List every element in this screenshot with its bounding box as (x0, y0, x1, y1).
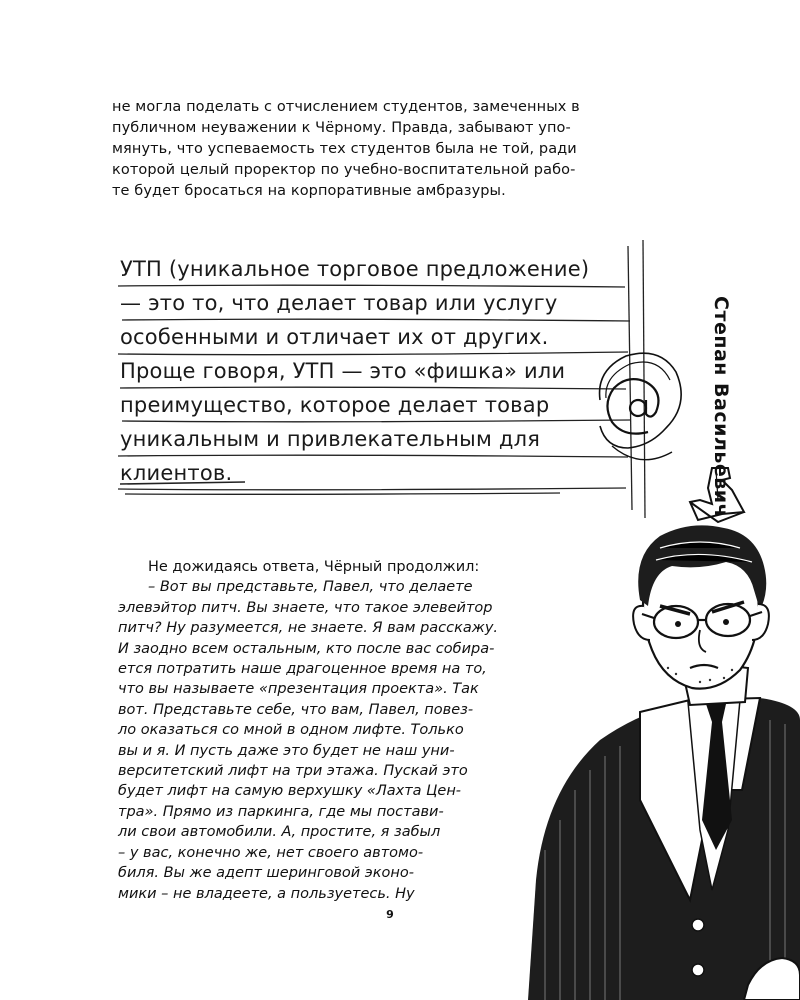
dialog-line: ли свои автомобили. А, простите, я забыл (118, 824, 441, 841)
note-line: — это то, что делает товар или услугу (120, 291, 558, 315)
note-line: клиентов. (120, 461, 233, 485)
dialog-line: ется потратить наше драгоценное время на то, (118, 661, 487, 678)
note-line: преимущество, которое делает товар (120, 393, 550, 417)
dialog-line: верситетский лифт на три этажа. Пускай это (118, 763, 468, 780)
dialog-intro: Не дожидаясь ответа, Чёрный продолжил: (148, 559, 480, 575)
dialog-line: вы и я. И пусть даже это будет не наш уни- (118, 742, 455, 759)
note-line: особенными и отличает их от других. (120, 325, 549, 349)
dialog-line: вот. Представьте себе, что вам, Павел, повез- (118, 701, 474, 718)
note-line: УТП (уникальное торговое предложение) (120, 257, 590, 281)
dialog-text (118, 557, 582, 904)
text-line: публичном неуважении к Чёрному. Правда, забывают упо- (112, 120, 571, 136)
dialog-line: – у вас, конечно же, нет своего автомо- (118, 844, 424, 861)
text-line: те будет бросаться на корпоративные амбразуры. (112, 183, 506, 199)
dialog-line: И заодно всем остальным, кто после вас собира- (118, 640, 495, 657)
page-number: 9 (386, 908, 394, 921)
dialog-line: что вы называете «презентация проекта». Так (118, 681, 479, 698)
dialog-line: тра». Прямо из паркинга, где мы постави- (118, 803, 444, 820)
text-line: мянуть, что успеваемость тех студентов была не той, ради (112, 141, 577, 157)
note-line: уникальным и привлекательным для (120, 427, 541, 451)
text-line: которой целый проректор по учебно-воспитательной рабо- (112, 162, 576, 178)
dialog-line: мики – не владеете, а пользуетесь. Ну (118, 885, 415, 902)
dialog-line: элевэйтор питч. Вы знаете, что такое элевейтор (118, 599, 493, 616)
side-author-label: Степан Васильевич (710, 296, 732, 518)
dialog-line: биля. Вы же адепт шеринговой эконо- (118, 865, 414, 882)
dialog-line: – Вот вы представьте, Павел, что делаете (148, 579, 473, 596)
text-line: не могла поделать с отчислением студентов, замеченных в (112, 99, 580, 115)
dialog-line: питч? Ну разумеется, не знаете. Я вам расскажу. (118, 620, 499, 637)
note-line: Проще говоря, УТП — это «фишка» или (120, 359, 566, 383)
dialog-line: будет лифт на самую верхушку «Лахта Цен- (118, 783, 462, 800)
dialog-line: ло оказаться со мной в одном лифте. Только (118, 722, 464, 739)
